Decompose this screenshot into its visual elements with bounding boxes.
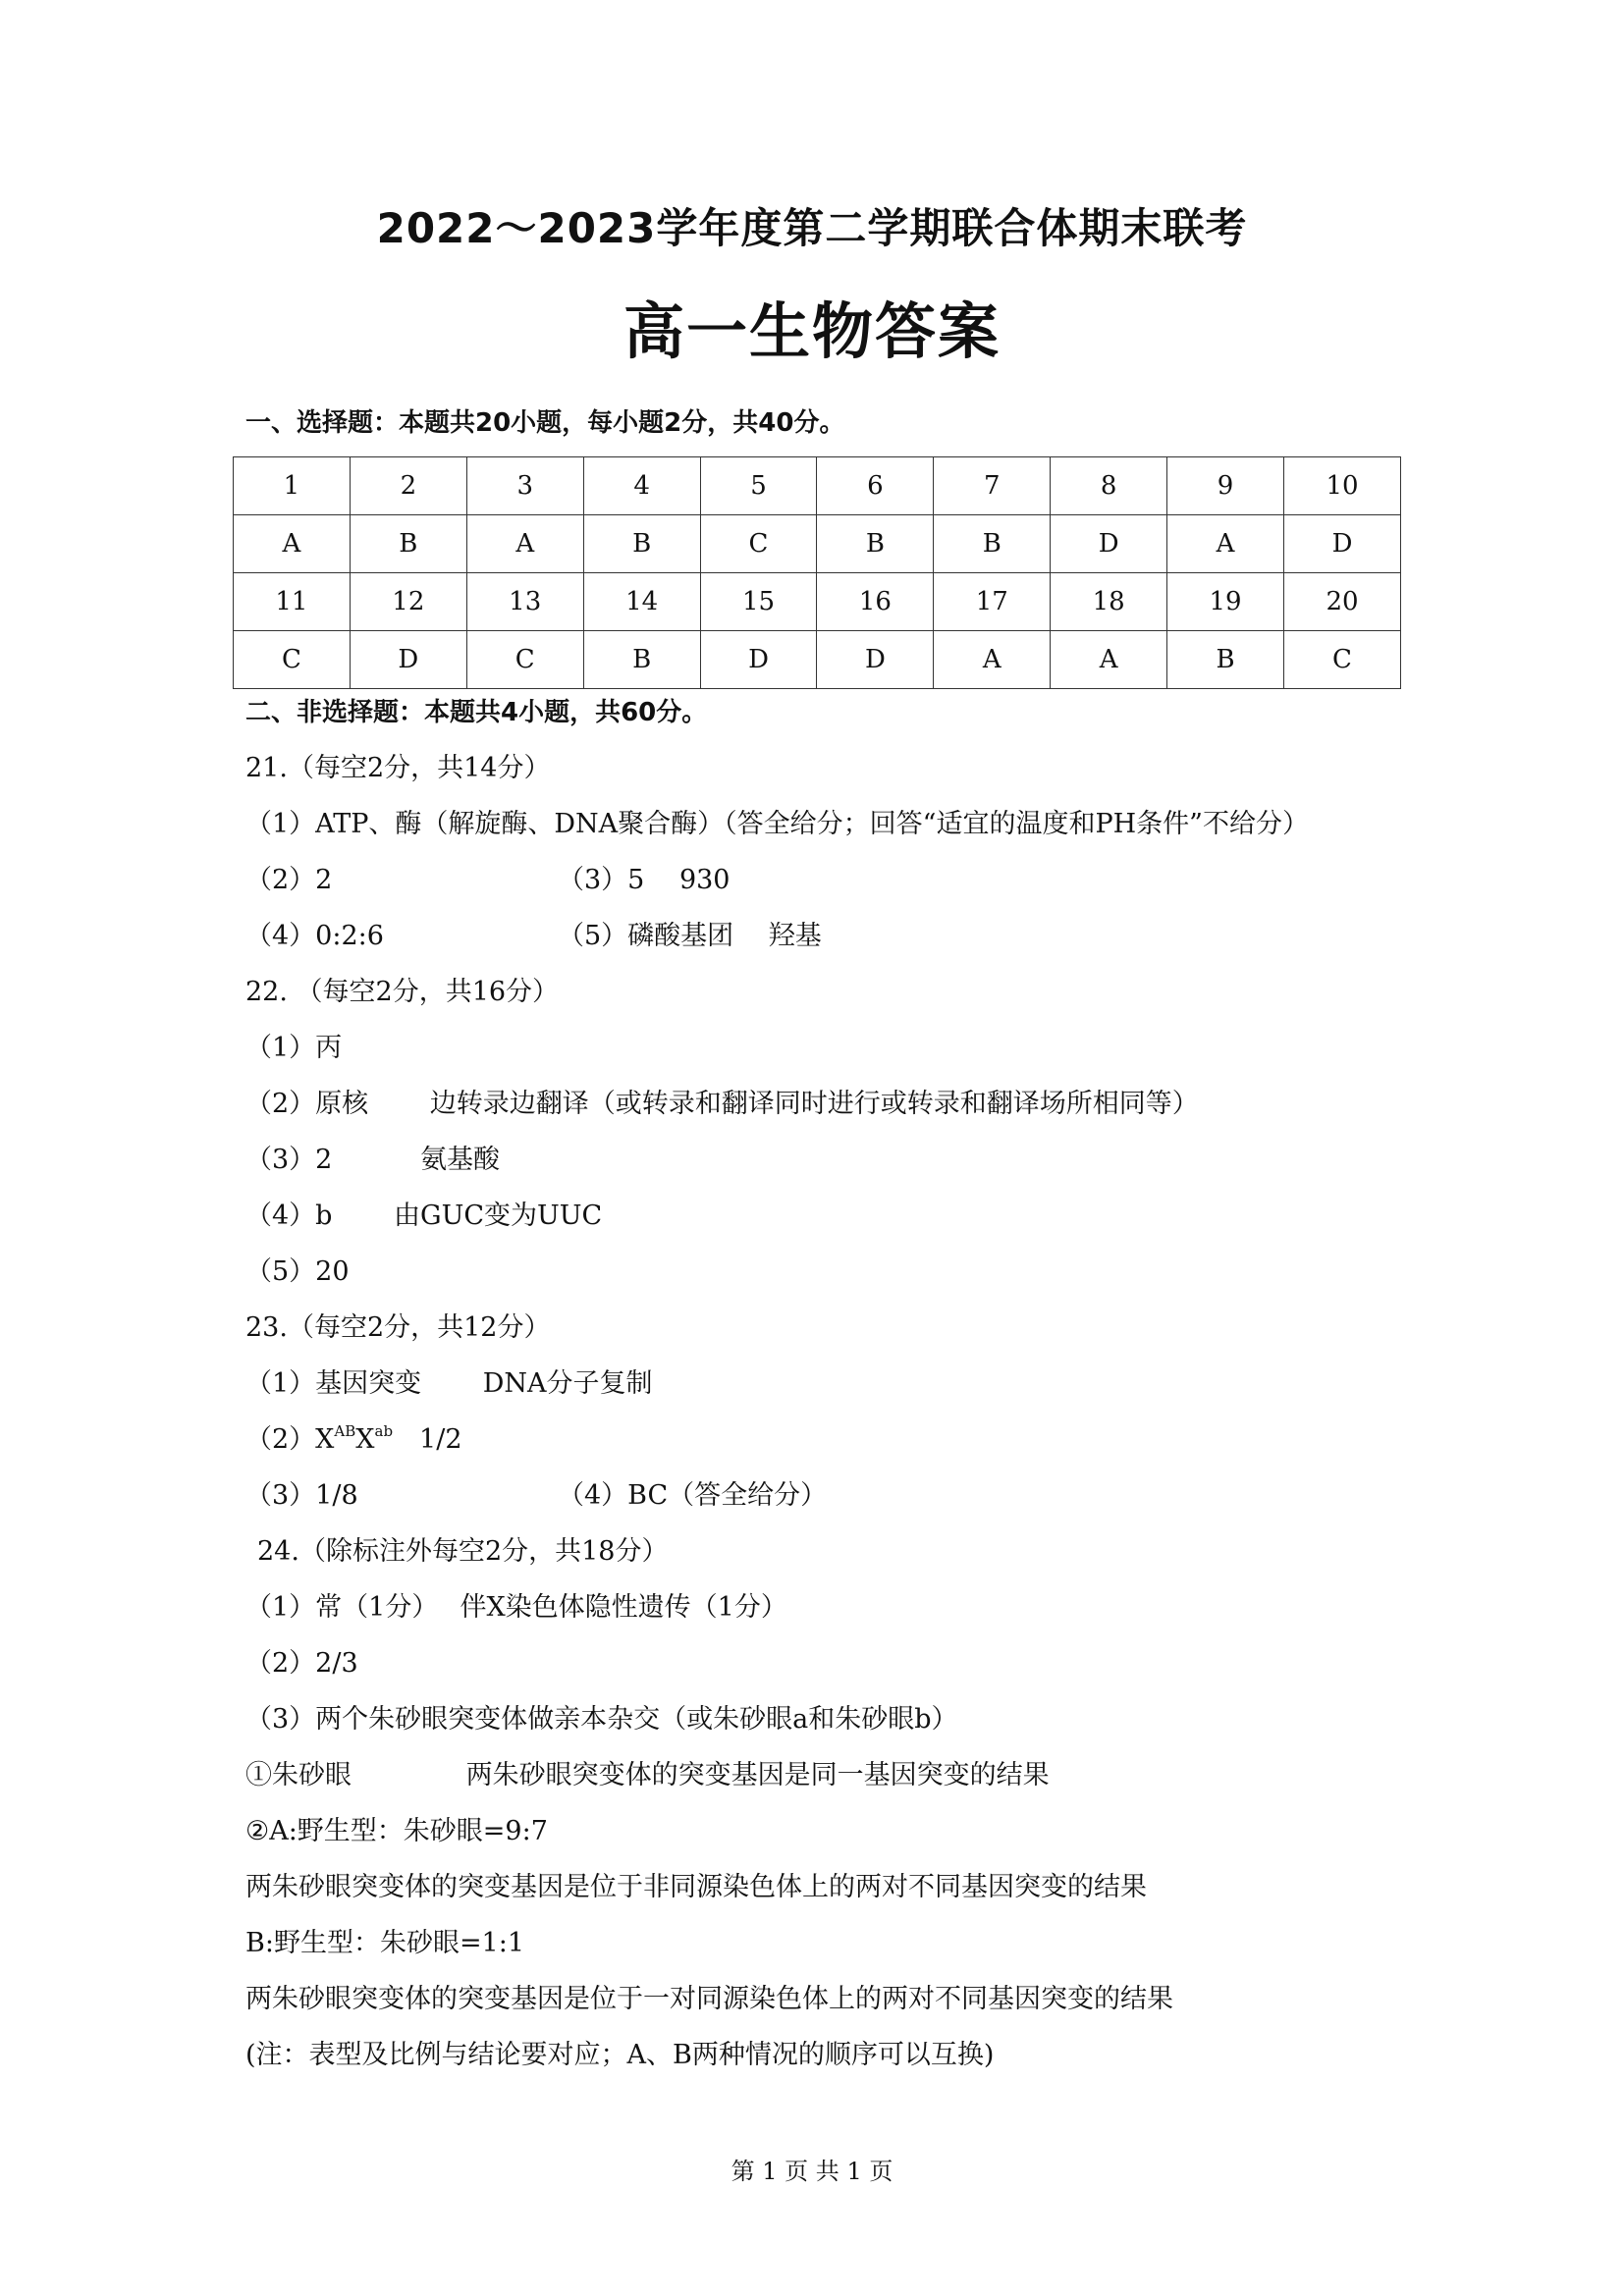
page-footer: 第 1 页 共 1 页 — [731, 2158, 893, 2185]
q24-case-2: ②A:野生型：朱砂眼=9:7 — [245, 1816, 548, 1846]
table-cell: C — [466, 631, 583, 689]
q23-answer-2: $(2)X^{AB}X^{ab}$ 1/2 — [245, 1422, 462, 1455]
table-cell: 14 — [583, 573, 700, 631]
table-cell: 16 — [817, 573, 934, 631]
table-cell: 7 — [934, 457, 1051, 515]
table-cell: 9 — [1167, 457, 1284, 515]
q22-answer-4: （4）b 由GUC变为UUC — [245, 1201, 603, 1231]
table-cell: 13 — [466, 573, 583, 631]
q21-answer-2: （2）2 — [245, 865, 333, 895]
q22-answer-1: （1）丙 — [245, 1033, 343, 1063]
q21-heading: 21.（每空2分，共14分） — [245, 753, 551, 783]
table-cell: A — [466, 515, 583, 573]
exam-title: 2022～2023学年度第二学期联合体期末联考 — [376, 204, 1248, 252]
q21-answer-1: （1）ATP、酶（解旋酶、DNA聚合酶）（答全给分；回答“适宜的温度和PH条件”不给分） — [245, 809, 1309, 839]
table-row — [234, 515, 1401, 573]
q24-heading: 24.（除标注外每空2分，共18分） — [257, 1536, 669, 1567]
q24-note: (注：表型及比例与结论要对应；A、B两种情况的顺序可以互换) — [245, 2040, 995, 2070]
q24-case-1: ①朱砂眼 两朱砂眼突变体的突变基因是同一基因突变的结果 — [245, 1760, 1050, 1790]
table-cell: 11 — [234, 573, 351, 631]
table-cell: D — [350, 631, 466, 689]
q24-answer-1: （1）常（1分） 伴X染色体隐性遗传（1分） — [245, 1592, 787, 1623]
table-cell: 3 — [466, 457, 583, 515]
table-cell: 1 — [234, 457, 351, 515]
table-cell: 12 — [350, 573, 466, 631]
table-cell: 4 — [583, 457, 700, 515]
table-cell: 10 — [1284, 457, 1401, 515]
table-cell: 8 — [1051, 457, 1167, 515]
q21-answer-5: （5）磷酸基团 羟基 — [558, 921, 822, 951]
q23-answer-1: （1）基因突变 DNA分子复制 — [245, 1368, 653, 1399]
table-cell: A — [1051, 631, 1167, 689]
table-cell: 6 — [817, 457, 934, 515]
table-cell: B — [934, 515, 1051, 573]
q22-answer-5: （5）20 — [245, 1256, 350, 1287]
table-cell: 17 — [934, 573, 1051, 631]
q24-case-3: B:野生型：朱砂眼=1:1 — [245, 1928, 525, 1958]
table-cell: A — [234, 515, 351, 573]
table-cell: B — [1167, 631, 1284, 689]
table-cell: 18 — [1051, 573, 1167, 631]
table-cell: B — [583, 631, 700, 689]
q22-heading: 22. （每空2分，共16分） — [245, 977, 560, 1007]
section1-heading: 一、选择题：本题共20小题，每小题2分，共40分。 — [245, 408, 845, 438]
q23-answer-4: （4）BC（答全给分） — [558, 1480, 828, 1511]
q21-answer-4: （4）0:2:6 — [245, 921, 384, 951]
page-title: 高一生物答案 — [623, 295, 1001, 367]
q24-answer-2: （2）2/3 — [245, 1648, 358, 1679]
q22-answer-3: （3）2 氨基酸 — [245, 1145, 500, 1175]
table-cell: A — [1167, 515, 1284, 573]
table-cell: D — [817, 631, 934, 689]
table-cell: D — [1284, 515, 1401, 573]
table-row — [234, 457, 1401, 515]
table-cell: A — [934, 631, 1051, 689]
table-cell: B — [583, 515, 700, 573]
table-cell: B — [817, 515, 934, 573]
q22-answer-2: （2）原核 边转录边翻译（或转录和翻译同时进行或转录和翻译场所相同等） — [245, 1089, 1199, 1119]
table-cell: 5 — [700, 457, 817, 515]
table-row — [234, 573, 1401, 631]
table-cell: C — [234, 631, 351, 689]
table-cell: C — [1284, 631, 1401, 689]
q21-answer-3: （3）5 930 — [558, 865, 731, 895]
table-cell: D — [1051, 515, 1167, 573]
choice-answer-table — [233, 456, 1401, 689]
q23-answer-3: （3）1/8 — [245, 1480, 358, 1511]
table-cell: B — [350, 515, 466, 573]
table-row — [234, 631, 1401, 689]
table-cell: C — [700, 515, 817, 573]
q24-case-2-conclusion: 两朱砂眼突变体的突变基因是位于非同源染色体上的两对不同基因突变的结果 — [245, 1872, 1147, 1902]
table-cell: D — [700, 631, 817, 689]
table-cell: 2 — [350, 457, 466, 515]
section2-heading: 二、非选择题：本题共4小题，共60分。 — [245, 698, 708, 727]
q24-answer-3: （3）两个朱砂眼突变体做亲本杂交（或朱砂眼a和朱砂眼b） — [245, 1704, 958, 1735]
table-cell: 15 — [700, 573, 817, 631]
q24-case-3-conclusion: 两朱砂眼突变体的突变基因是位于一对同源染色体上的两对不同基因突变的结果 — [245, 1984, 1173, 2014]
table-cell: 19 — [1167, 573, 1284, 631]
table-cell: 20 — [1284, 573, 1401, 631]
q23-heading: 23.（每空2分，共12分） — [245, 1312, 551, 1343]
